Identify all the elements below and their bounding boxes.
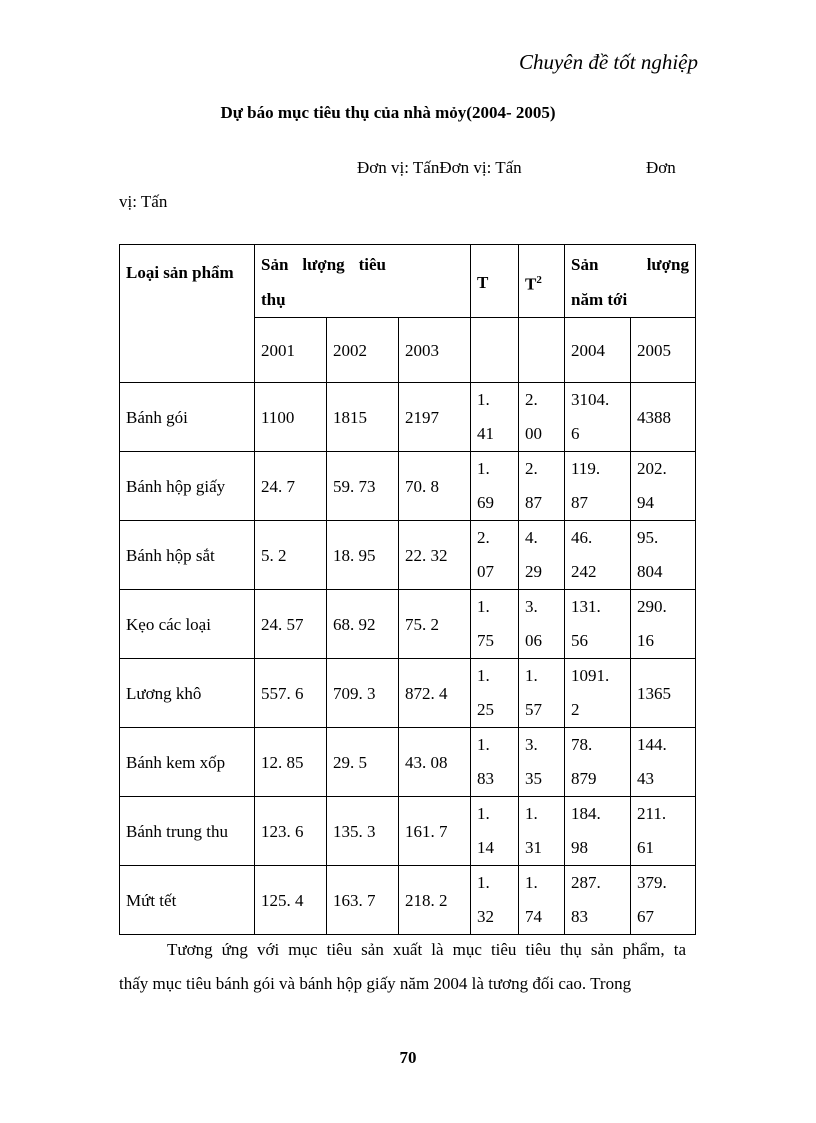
product-name-cell: Lương khô: [120, 659, 255, 728]
forecast-2005-cell-line-2: 61: [637, 838, 654, 857]
forecast-2004-cell-line-2: 87: [571, 493, 588, 512]
t-squared-cell: [519, 797, 565, 866]
forecast-2004-cell: [565, 659, 631, 728]
value-2003-cell: 43. 08: [399, 728, 471, 797]
header-output-word-1: Sản: [261, 255, 289, 274]
forecast-2004-cell: [565, 452, 631, 521]
forecast-2005-cell: [631, 590, 696, 659]
value-2003-cell: 872. 4: [399, 659, 471, 728]
value-2002-cell: 163. 7: [327, 866, 399, 935]
forecast-2004-cell-line-1: 46.: [571, 528, 593, 547]
value-2001-cell: 24. 57: [255, 590, 327, 659]
value-2001-cell: 125. 4: [255, 866, 327, 935]
forecast-2005-cell: [631, 452, 696, 521]
value-2003-cell: 22. 32: [399, 521, 471, 590]
forecast-2004-cell-line-1: 1091.: [571, 666, 610, 685]
forecast-2004-cell-line-2: 879: [571, 769, 597, 788]
t-cell: [471, 452, 519, 521]
unit-label-continued: vị: Tấn: [119, 192, 168, 211]
t-squared-cell: [519, 383, 565, 452]
t-cell-line-2: 41: [477, 424, 494, 443]
year-2003: 2003: [399, 318, 471, 383]
value-2003-cell: 75. 2: [399, 590, 471, 659]
product-name-cell: Bánh gói: [120, 383, 255, 452]
forecast-2005-cell-line-1: 211.: [637, 804, 667, 823]
year-t-blank: [471, 318, 519, 383]
forecast-2005-cell-line-2: 43: [637, 769, 654, 788]
value-2003-cell: 70. 8: [399, 452, 471, 521]
t-cell-line-1: 1.: [477, 597, 490, 616]
t-cell-line-2: 25: [477, 700, 494, 719]
product-name-cell: Mứt tết: [120, 866, 255, 935]
t-cell-line-2: 75: [477, 631, 494, 650]
forecast-2004-cell: [565, 797, 631, 866]
unit-label-wrap: Đơn: [646, 158, 676, 177]
value-2002-cell: 135. 3: [327, 797, 399, 866]
forecast-2004-cell-line-2: 56: [571, 631, 588, 650]
header-product: Loại sản phẩm: [120, 245, 255, 383]
forecast-2005-cell-line-1: 95.: [637, 528, 659, 547]
t-squared-cell: [519, 521, 565, 590]
header-t-squared-exponent: 2: [536, 273, 542, 286]
table-row: [120, 866, 696, 935]
forecast-2004-cell-line-2: 6: [571, 424, 580, 443]
value-2003-cell: 2197: [399, 383, 471, 452]
t-squared-cell-line-2: 00: [525, 424, 542, 443]
t-squared-cell-line-2: 06: [525, 631, 542, 650]
t-squared-cell: [519, 728, 565, 797]
header-next-word-1: Sản: [571, 255, 599, 274]
t-cell: [471, 659, 519, 728]
t-cell-line-2: 32: [477, 907, 494, 926]
forecast-2004-cell-line-2: 242: [571, 562, 597, 581]
year-2005: 2005: [631, 318, 696, 383]
forecast-2005-cell-line-2: 94: [637, 493, 654, 512]
table-row: [120, 452, 696, 521]
year-2002: 2002: [327, 318, 399, 383]
t-cell-line-1: 1.: [477, 459, 490, 478]
t-cell-line-1: 1.: [477, 390, 490, 409]
forecast-2004-cell-line-1: 131.: [571, 597, 601, 616]
product-name-cell: Bánh hộp sắt: [120, 521, 255, 590]
value-2002-cell: 59. 73: [327, 452, 399, 521]
table-row: [120, 521, 696, 590]
t-cell-line-1: 1.: [477, 735, 490, 754]
header-next-word-3: năm tới: [571, 290, 628, 309]
year-2004: 2004: [565, 318, 631, 383]
year-2001: 2001: [255, 318, 327, 383]
t-cell-line-1: 2.: [477, 528, 490, 547]
t-cell-line-2: 83: [477, 769, 494, 788]
forecast-2005-cell: [631, 521, 696, 590]
value-2002-cell: 709. 3: [327, 659, 399, 728]
value-2002-cell: 1815: [327, 383, 399, 452]
forecast-2004-cell: [565, 383, 631, 452]
t-cell-line-1: 1.: [477, 873, 490, 892]
header-output-word-4: thụ: [261, 290, 286, 309]
value-2001-cell: 1100: [255, 383, 327, 452]
forecast-2005-cell: 4388: [631, 383, 696, 452]
t-cell: [471, 590, 519, 659]
t-squared-cell-line-1: 3.: [525, 735, 538, 754]
forecast-2005-cell-line-2: 16: [637, 631, 654, 650]
forecast-2004-cell: [565, 728, 631, 797]
t-squared-cell-line-2: 31: [525, 838, 542, 857]
forecast-2005-cell-line-1: 290.: [637, 597, 667, 616]
product-name-cell: Kẹo các loại: [120, 590, 255, 659]
t-squared-cell-line-1: 2.: [525, 459, 538, 478]
t-squared-cell-line-1: 2.: [525, 390, 538, 409]
header-output-word-3: tiêu: [358, 255, 386, 274]
forecast-2004-cell-line-1: 3104.: [571, 390, 610, 409]
year-t2-blank: [519, 318, 565, 383]
forecast-table: [119, 244, 696, 935]
t-squared-cell: [519, 866, 565, 935]
value-2002-cell: 29. 5: [327, 728, 399, 797]
t-cell-line-2: 14: [477, 838, 494, 857]
forecast-2005-cell: [631, 797, 696, 866]
t-squared-cell: [519, 452, 565, 521]
forecast-2004-cell: [565, 590, 631, 659]
forecast-2005-cell-line-2: 67: [637, 907, 654, 926]
header-output-word-2: lượng: [302, 255, 345, 274]
paragraph-line-2: thấy mục tiêu bánh gói và bánh hộp giấy năm 2004 là tương đối cao. Trong: [119, 974, 632, 993]
table-header-row: [120, 245, 696, 318]
forecast-2005-cell-line-1: 379.: [637, 873, 667, 892]
forecast-2005-cell: 1365: [631, 659, 696, 728]
table-row: [120, 797, 696, 866]
value-2001-cell: 24. 7: [255, 452, 327, 521]
forecast-2004-cell: [565, 866, 631, 935]
t-cell: [471, 728, 519, 797]
forecast-2004-cell: [565, 521, 631, 590]
t-cell-line-2: 07: [477, 562, 494, 581]
forecast-2004-cell-line-2: 98: [571, 838, 588, 857]
header-next-word-2: lượng: [646, 255, 689, 274]
table-row: [120, 659, 696, 728]
t-squared-cell-line-2: 57: [525, 700, 542, 719]
t-cell: [471, 866, 519, 935]
value-2003-cell: 218. 2: [399, 866, 471, 935]
forecast-2005-cell-line-1: 202.: [637, 459, 667, 478]
t-squared-cell-line-2: 29: [525, 562, 542, 581]
t-squared-cell-line-1: 3.: [525, 597, 538, 616]
chapter-header: Chuyên đề tốt nghiệp: [518, 50, 698, 74]
forecast-2005-cell-line-2: 804: [637, 562, 663, 581]
product-name-cell: Bánh kem xốp: [120, 728, 255, 797]
t-cell: [471, 797, 519, 866]
value-2002-cell: 18. 95: [327, 521, 399, 590]
value-2001-cell: 12. 85: [255, 728, 327, 797]
product-name-cell: Bánh trung thu: [120, 797, 255, 866]
value-2001-cell: 123. 6: [255, 797, 327, 866]
value-2003-cell: 161. 7: [399, 797, 471, 866]
t-squared-cell: [519, 659, 565, 728]
page-number: 70: [399, 1048, 417, 1067]
forecast-2004-cell-line-1: 184.: [571, 804, 601, 823]
header-t-squared: $T^2$: [519, 245, 565, 318]
table-row: [120, 590, 696, 659]
t-squared-cell-line-1: 4.: [525, 528, 538, 547]
header-t: T: [471, 245, 519, 318]
table-row: [120, 728, 696, 797]
forecast-2005-cell: [631, 866, 696, 935]
header-output: [255, 245, 471, 318]
t-squared-cell-line-2: 35: [525, 769, 542, 788]
product-name-cell: Bánh hộp giấy: [120, 452, 255, 521]
t-squared-cell-line-1: 1.: [525, 873, 538, 892]
t-cell-line-1: 1.: [477, 666, 490, 685]
t-squared-cell: [519, 590, 565, 659]
forecast-2004-cell-line-2: 83: [571, 907, 588, 926]
table-row: [120, 383, 696, 452]
forecast-2005-cell: [631, 728, 696, 797]
paragraph-line-1: [119, 932, 686, 967]
table-title: Dự báo mục tiêu thụ của nhà mỏy(2004- 2005): [220, 103, 556, 122]
forecast-2004-cell-line-1: 78.: [571, 735, 593, 754]
t-cell: [471, 521, 519, 590]
value-2002-cell: 68. 92: [327, 590, 399, 659]
value-2001-cell: 557. 6: [255, 659, 327, 728]
unit-label: Đơn vị: TấnĐơn vị: Tấn: [357, 158, 522, 177]
t-cell-line-1: 1.: [477, 804, 490, 823]
forecast-2004-cell-line-1: 287.: [571, 873, 601, 892]
t-cell: [471, 383, 519, 452]
value-2001-cell: 5. 2: [255, 521, 327, 590]
paragraph-line-1-text: Tương ứng với mục tiêu sản xuất là mục tiêu tiêu thụ sản phẩm, ta: [167, 940, 686, 959]
header-next-year: [565, 245, 696, 318]
forecast-2004-cell-line-2: 2: [571, 700, 580, 719]
t-cell-line-2: 69: [477, 493, 494, 512]
forecast-2004-cell-line-1: 119.: [571, 459, 601, 478]
t-squared-cell-line-2: 87: [525, 493, 542, 512]
t-squared-cell-line-1: 1.: [525, 804, 538, 823]
t-squared-cell-line-1: 1.: [525, 666, 538, 685]
t-squared-cell-line-2: 74: [525, 907, 542, 926]
forecast-2005-cell-line-1: 144.: [637, 735, 667, 754]
